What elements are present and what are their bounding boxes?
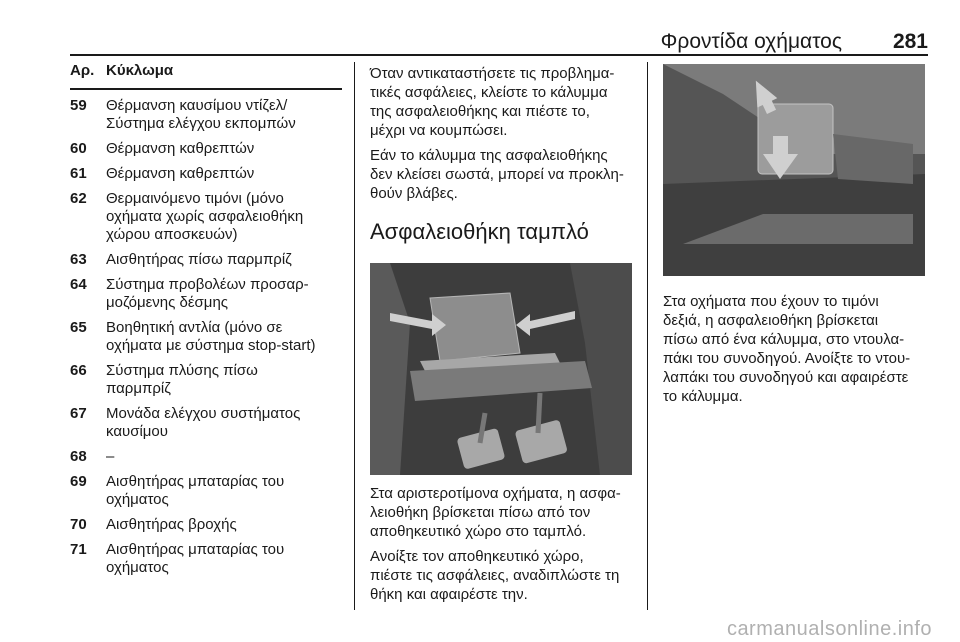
fuse-number: 61 [70,165,87,182]
page-number: 281 [892,30,928,53]
table-row [70,251,342,269]
table-row [70,541,342,577]
table-row [70,140,342,158]
glovebox-fusebox-figure [663,64,925,276]
paragraph: Όταν αντικαταστήσετε τις προβλημα- τικές ασφάλειες, κλείστε το κάλυμμα της ασφαλειοθήκης και πιέστε το, μέχρι να κουμπώσει. [370,65,615,139]
right-column [663,64,925,405]
table-row [70,97,342,133]
fuse-number: 67 [70,405,87,422]
circuit-description: Αισθητήρας βροχής [106,516,237,533]
figure-caption-block [370,484,632,610]
fuse-number: 71 [70,541,87,558]
page-header [70,20,928,56]
circuit-description: Θερμαινόμενο τιμόνι (μόνο οχήματα χωρίς ασφαλειοθήκη χώρου αποσκευών) [106,190,304,243]
fuse-number: 62 [70,190,87,207]
circuit-description: Μονάδα ελέγχου συστήματος καυσίμου [106,405,301,440]
circuit-description: – [106,448,115,465]
section-heading: Ασφαλειοθήκη ταμπλό [370,219,589,244]
page-title: Φροντίδα οχήματος [660,30,842,53]
table-row [70,405,342,441]
circuit-description: Αισθητήρας μπαταρίας του οχήματος [106,473,285,508]
fuse-number: 65 [70,319,87,336]
circuit-description: Σύστημα πλύσης πίσω παρμπρίζ [106,362,258,397]
table-row [70,362,342,398]
paragraph: Στα οχήματα που έχουν το τιμόνι δεξιά, η ασφαλειοθήκη βρίσκεται πίσω από ένα κάλυμμα, στο ντουλα- πάκι του συνοδηγού. Ανοίξτε το ντου- λαπάκι του συνοδηγού και αφαιρέστε το κάλυμμα. [663,293,911,405]
table-row [70,516,342,534]
paragraph: Στα αριστεροτίμονα οχήματα, η ασφα- λειοθήκη βρίσκεται πίσω από τον αποθηκευτικό χώρο στο ταμπλό. [370,485,621,540]
table-row [70,276,342,312]
watermark: carmanualsonline.info [726,618,932,640]
circuit-description: Θέρμανση καθρεπτών [106,165,255,182]
middle-column [370,64,632,603]
fuse-number: 70 [70,516,87,533]
fuse-number: 66 [70,362,87,379]
table-row [70,473,342,509]
column-header-circuit: Κύκλωμα [106,62,174,79]
fuse-number: 69 [70,473,87,490]
fuse-table [70,62,342,577]
paragraph: Ανοίξτε τον αποθηκευτικό χώρο, πιέστε τις ασφάλειες, αναδιπλώστε τη θήκη και αφαιρέστε την. [370,548,620,603]
paragraph: Εάν το κάλυμμα της ασφαλειοθήκης δεν κλείσει σωστά, μπορεί να προκλη- θούν βλάβες. [370,147,624,202]
circuit-description: Σύστημα προβολέων προσαρ- μοζόμενης δέσμης [106,276,309,311]
fuse-number: 60 [70,140,87,157]
column-header-no: Αρ. [70,62,95,79]
table-header [70,62,342,90]
circuit-description: Θέρμανση καυσίμου ντίζελ/ Σύστημα ελέγχου εκπομπών [106,97,296,132]
figure-caption-block [663,292,925,406]
fuse-number: 64 [70,276,87,293]
fuse-number: 68 [70,448,87,465]
column-divider [354,62,355,610]
circuit-description: Βοηθητική αντλία (μόνο σε οχήματα με σύστημα stop-start) [106,319,316,354]
circuit-description: Αισθητήρας πίσω παρμπρίζ [106,251,292,268]
table-body [70,97,342,577]
table-row [70,319,342,355]
circuit-description: Αισθητήρας μπαταρίας του οχήματος [106,541,285,576]
circuit-description: Θέρμανση καθρεπτών [106,140,255,157]
table-row [70,448,342,466]
fuse-number: 63 [70,251,87,268]
fuse-number: 59 [70,97,87,114]
table-row [70,190,342,244]
column-divider [647,62,648,610]
instrument-panel-fusebox-figure [370,263,632,475]
table-row [70,165,342,183]
